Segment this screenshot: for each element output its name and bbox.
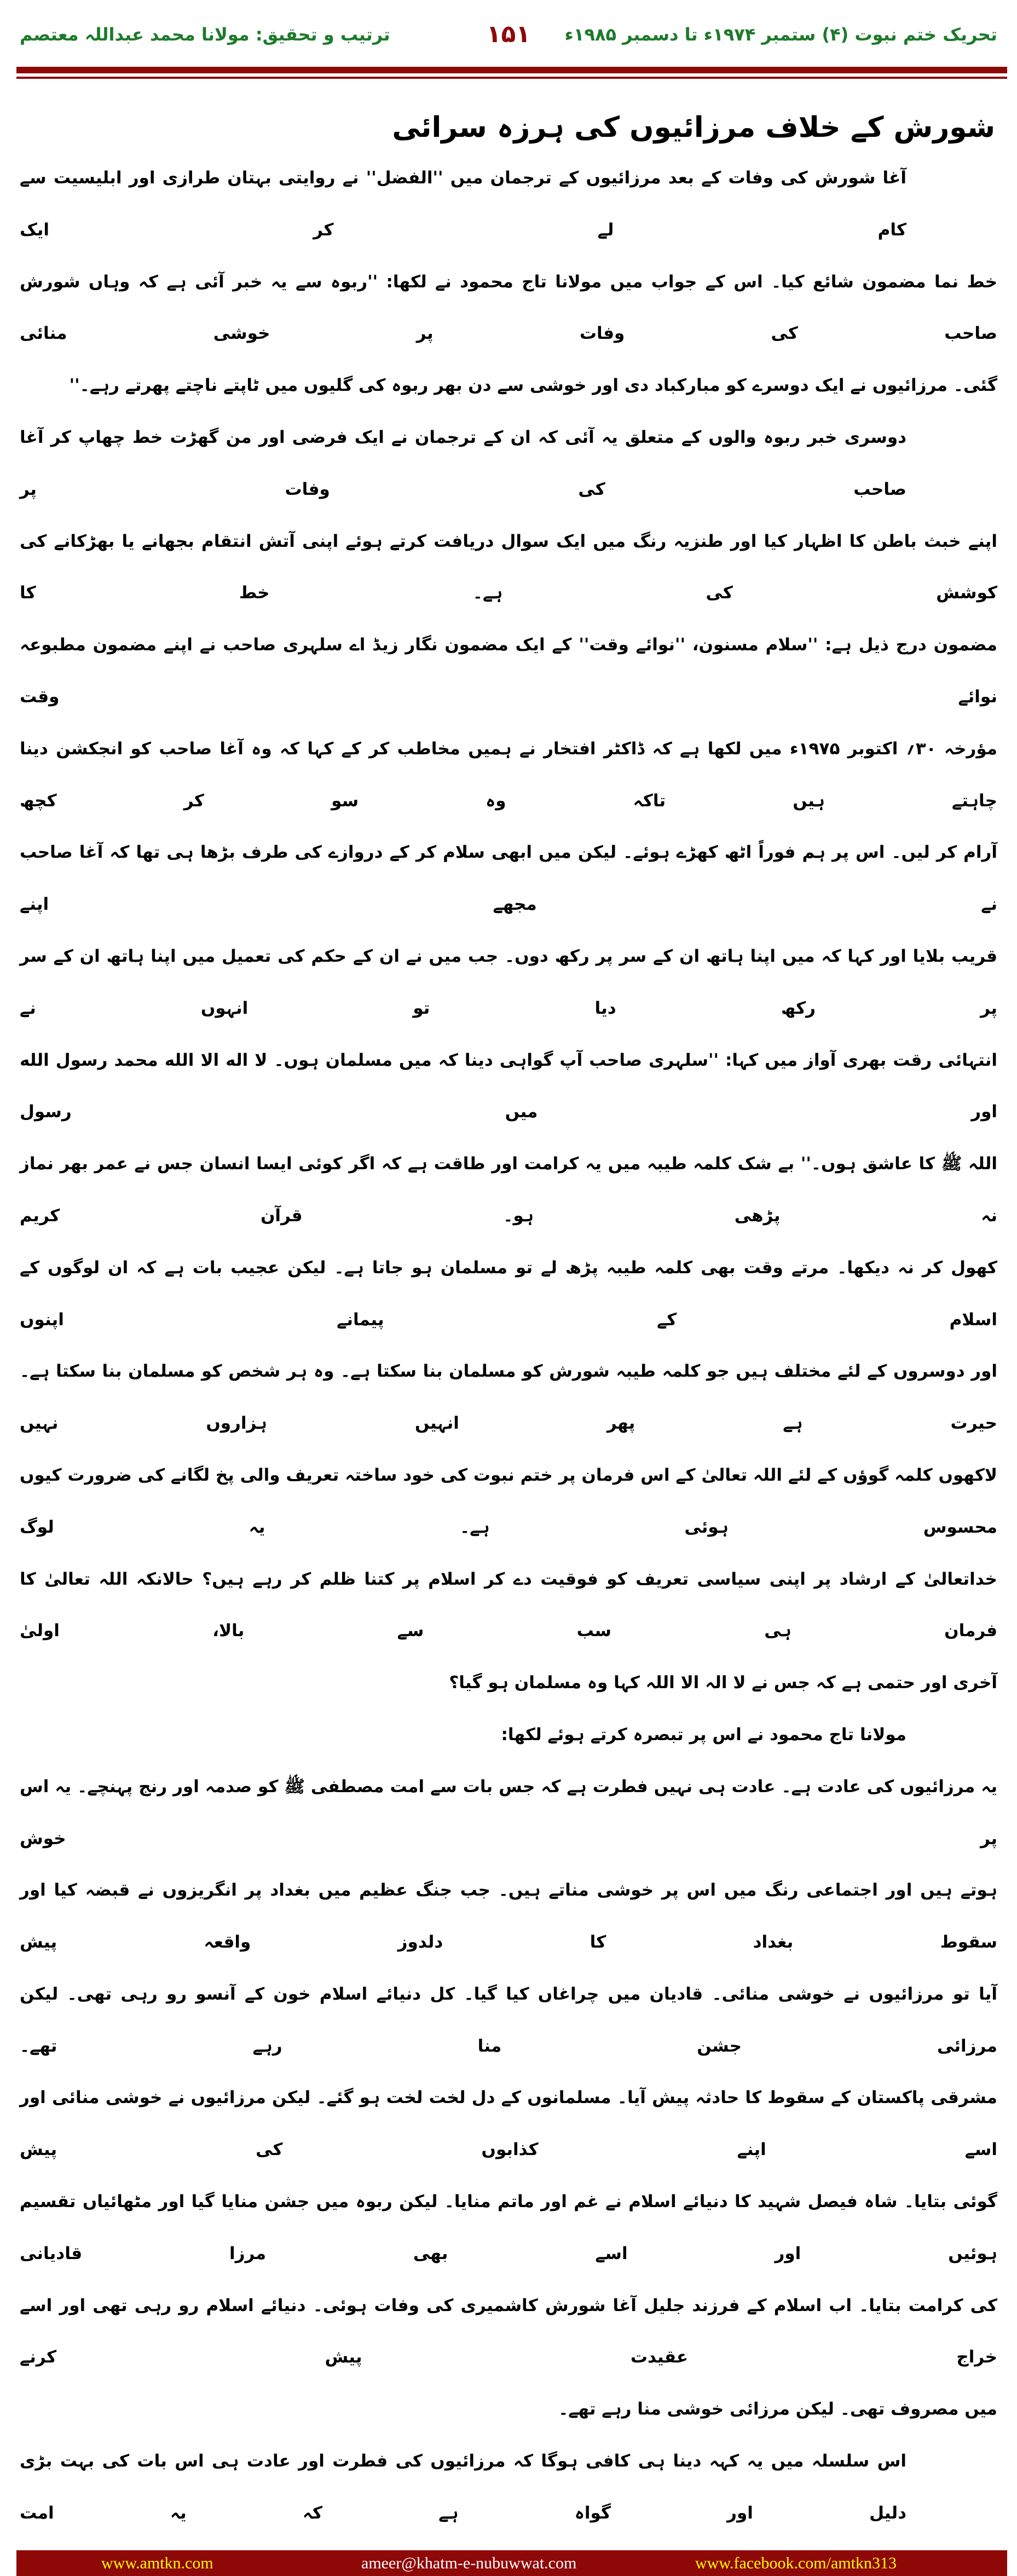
email-link[interactable]: ameer@khatm-e-nubuwwat.com <box>361 2554 577 2572</box>
text-line: قریب بلایا اور کہا کہ میں اپنا ہاتھ ان کے سر پر رکھ دوں۔ جب میں نے ان کے حکم کی تعمیل میں اپنا ہاتھ ان کے سر پر رکھ دیا تو انہوں نے <box>20 946 997 1018</box>
text-line: اللہ ﷺ کا عاشق ہوں۔'' بے شک کلمہ طیبہ میں یہ کرامت اور طاقت ہے کہ اگر کوئی ایسا انسان جس نے عمر بھر نماز نہ پڑھی ہو۔ قرآن کریم <box>20 1154 997 1226</box>
text-line: گوئی بتایا۔ شاہ فیصل شہید کا دنیائے اسلام نے غم اور ماتم منایا۔ لیکن ربوہ میں جشن منایا گیا اور مٹھائیاں تقسیم ہوئیں اور اسے بھی مرزا قادیانی <box>20 2192 997 2263</box>
text-line: مشرقی پاکستان کے سقوط کا حادثہ پیش آیا۔ مسلمانوں کے دل لخت لخت ہو گئے۔ لیکن مرزائیوں نے خوشی منائی اور اسے اپنے کذابوں کی پیش <box>20 2088 997 2160</box>
facebook-link[interactable]: www.facebook.com/amtkn313 <box>695 2554 897 2572</box>
text-line: ہوتے ہیں اور اجتماعی رنگ میں اس پر خوشی مناتے ہیں۔ جب جنگ عظیم میں بغداد پر انگریزوں نے قبضہ کیا اور سقوط بغداد کا دلدوز واقعہ پیش <box>20 1880 997 1953</box>
text-line: آیا تو مرزائیوں نے خوشی منائی۔ قادیان میں چراغاں کیا گیا۔ کل دنیائے اسلام خون کے آنسو رو رہی تھی۔ لیکن مرزائی جشن منا رہے تھے۔ <box>20 1984 997 2056</box>
text-line: کھول کر نہ دیکھا۔ مرتے وقت بھی کلمہ طیبہ پڑھ لے تو مسلمان ہو جاتا ہے۔ لیکن عجیب بات ہے کہ ان لوگوں کے اسلام کے پیمانے اپنوں <box>20 1257 997 1330</box>
text-line: آغا شورش کی وفات کے بعد مرزائیوں کے ترجمان میں ''الفضل'' نے روایتی بہتان طرازی اور ابلیسیت سے کام لے کر ایک <box>20 168 906 240</box>
text-line: اس سلسلہ میں یہ کہہ دینا ہی کافی ہوگا کہ مرزائیوں کی فطرت اور عادت ہی اس بات کی بہت بڑی دلیل اور گواہ ہے کہ یہ امت <box>20 2451 906 2523</box>
page-footer <box>16 2550 1007 2576</box>
text-line: انتہائی رقت بھری آواز میں کہا: ''سلہری صاحب آپ گواہی دینا کہ میں مسلمان ہوں۔ لا اله الا الله محمد رسول الله اور میں رسول <box>20 1050 997 1122</box>
header-divider-thin <box>16 77 1007 79</box>
compiler-credit: ترتیب و تحقیق: مولانا محمد عبداللہ معتصم <box>20 24 390 45</box>
text-line: اپنے خبث باطن کا اظہار کیا اور طنزیہ رنگ میں ایک سوال دریافت کرتے ہوئے اپنی آتش انتقام بجھانے یا بھڑکانے کی کوشش کی ہے۔ خط کا <box>20 531 997 603</box>
text-line: یہ مرزائیوں کی عادت ہے۔ عادت ہی نہیں فطرت ہے کہ جس بات سے امت مصطفی ﷺ کو صدمہ اور رنج پہنچے۔ یہ اس پر خوش <box>20 1776 997 1849</box>
book-title: تحریک ختم نبوت (۴) ستمبر ۱۹۷۴ء تا دسمبر ۱۹۸۵ء <box>564 24 997 45</box>
header-divider-thick <box>16 67 1007 73</box>
text-line: آخری اور حتمی ہے کہ جس نے لا الہ الا اللہ کہا وہ مسلمان ہو گیا؟ <box>449 1673 997 1693</box>
article-title: شورش کے خلاف مرزائیوں کی ہرزہ سرائی <box>392 111 995 144</box>
website-link[interactable]: www.amtkn.com <box>101 2554 213 2572</box>
text-line: میں مصروف تھی۔ لیکن مرزائی خوشی منا رہے تھے۔ <box>558 2399 997 2419</box>
article-body <box>20 152 997 2539</box>
text-line: خط نما مضمون شائع کیا۔ اس کے جواب میں مولانا تاج محمود نے لکھا: ''ربوہ سے یہ خبر آئی ہے کہ وہاں شورش صاحب کی وفات پر خوشی منائی <box>20 272 997 344</box>
page-header <box>0 0 1017 66</box>
text-line: خداتعالیٰ کے ارشاد پر اپنی سیاسی تعریف کو فوقیت دے کر اسلام پر کتنا ظلم کر رہے ہیں؟ حالانکہ اللہ تعالیٰ کا فرمان ہی سب سے بالا، اولیٰ <box>20 1569 997 1641</box>
text-line: مولانا تاج محمود نے اس پر تبصرہ کرتے ہوئے لکھا: <box>501 1724 906 1745</box>
text-line: گئی۔ مرزائیوں نے ایک دوسرے کو مبارکباد دی اور خوشی سے دن بھر ربوہ کی گلیوں میں ٹاپتے ناچتے پھرتے رہے۔'' <box>69 376 997 396</box>
text-line: آرام کر لیں۔ اس پر ہم فوراً اٹھ کھڑے ہوئے۔ لیکن میں ابھی سلام کر کے دروازے کی طرف بڑھا ہی تھا کہ آغا صاحب نے مجھے اپنے <box>20 842 997 915</box>
text-line: مضمون درج ذیل ہے: ''سلام مسنون، ''نوائے وقت'' کے ایک مضمون نگار زیڈ اے سلہری صاحب نے اپنے مضمون مطبوعہ نوائے وقت <box>20 635 997 707</box>
text-line: لاکھوں کلمہ گوؤں کے لئے اللہ تعالیٰ کے اس فرمان پر ختم نبوت کی خود ساختہ تعریف والی پخ لگانے کی ضرورت کیوں محسوس ہوئی ہے۔ یہ لوگ <box>20 1465 997 1537</box>
text-line: دوسری خبر ربوہ والوں کے متعلق یہ آئی کہ ان کے ترجمان نے ایک فرضی اور من گھڑت خط چھاپ کر آغا صاحب کی وفات پر <box>20 427 906 499</box>
page-number: ۱۵۱ <box>486 20 531 48</box>
text-line: مؤرخہ ۳۰؍ اکتوبر ۱۹۷۵ء میں لکھا ہے کہ ڈاکٹر افتخار نے ہمیں مخاطب کر کے کہا کہ وہ آغا صاحب کو انجکشن دینا چاہتے ہیں تاکہ وہ سو کر کچھ <box>20 738 997 811</box>
text-line: اور دوسروں کے لئے مختلف ہیں جو کلمہ طیبہ شورش کو مسلمان بنا سکتا ہے۔ وہ ہر شخص کو مسلمان بنا سکتا ہے۔ حیرت ہے پھر انہیں ہزاروں نہیں <box>20 1361 997 1434</box>
text-line: کی کرامت بتایا۔ اب اسلام کے فرزند جلیل آغا شورش کاشمیری کی وفات ہوئی۔ دنیائے اسلام رو رہی تھی اور اسے خراج عقیدت پیش کرنے <box>20 2295 997 2367</box>
